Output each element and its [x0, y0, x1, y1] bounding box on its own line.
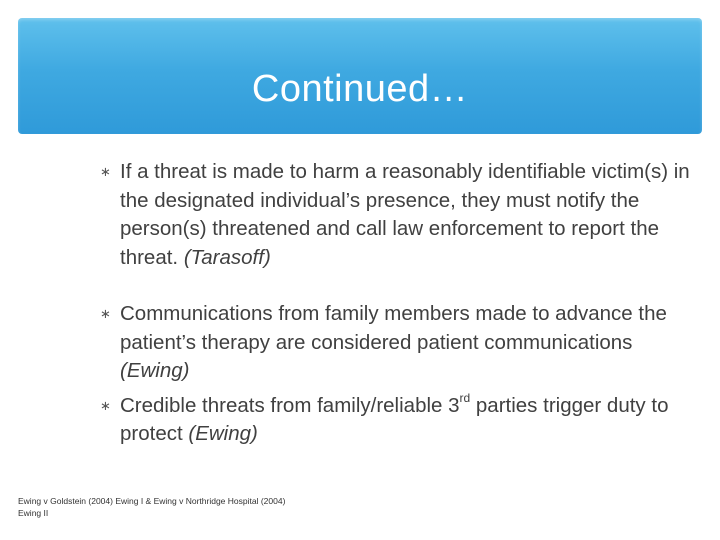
bullet-text: If a threat is made to harm a reasonably identifiable victim(s) in the designated individual’s presence, they must notify the person(s) threatened and call law enforcement to report the threat.	[120, 160, 690, 269]
bullet-star-icon: ∗	[100, 306, 111, 321]
slide-title: Continued…	[251, 68, 469, 110]
bullet-citation: (Ewing)	[188, 422, 258, 445]
title-banner	[18, 18, 702, 134]
bullet-list	[100, 158, 700, 449]
bullet-star-icon: ∗	[100, 397, 111, 413]
bullet-citation: (Ewing)	[120, 359, 190, 382]
bullet-star-icon: ∗	[100, 164, 111, 179]
bullet-text: Credible threats from family/reliable 3	[120, 393, 460, 417]
superscript-rd: rd	[459, 390, 471, 405]
bullet-text-continued: parties trigger duty to protect	[120, 393, 669, 445]
bullet-item-tarasoff	[100, 158, 700, 272]
bullet-item-family-communications	[100, 300, 700, 386]
bullet-item-credible-threats	[100, 392, 700, 449]
footnote-references: Ewing v Goldstein (2004) Ewing I & Ewing v Northridge Hospital (2004) Ewing II	[18, 496, 286, 518]
bullet-text: Communications from family members made to advance the patient’s therapy are considered patient communications	[120, 302, 667, 354]
bullet-citation: (Tarasoff)	[183, 245, 271, 269]
